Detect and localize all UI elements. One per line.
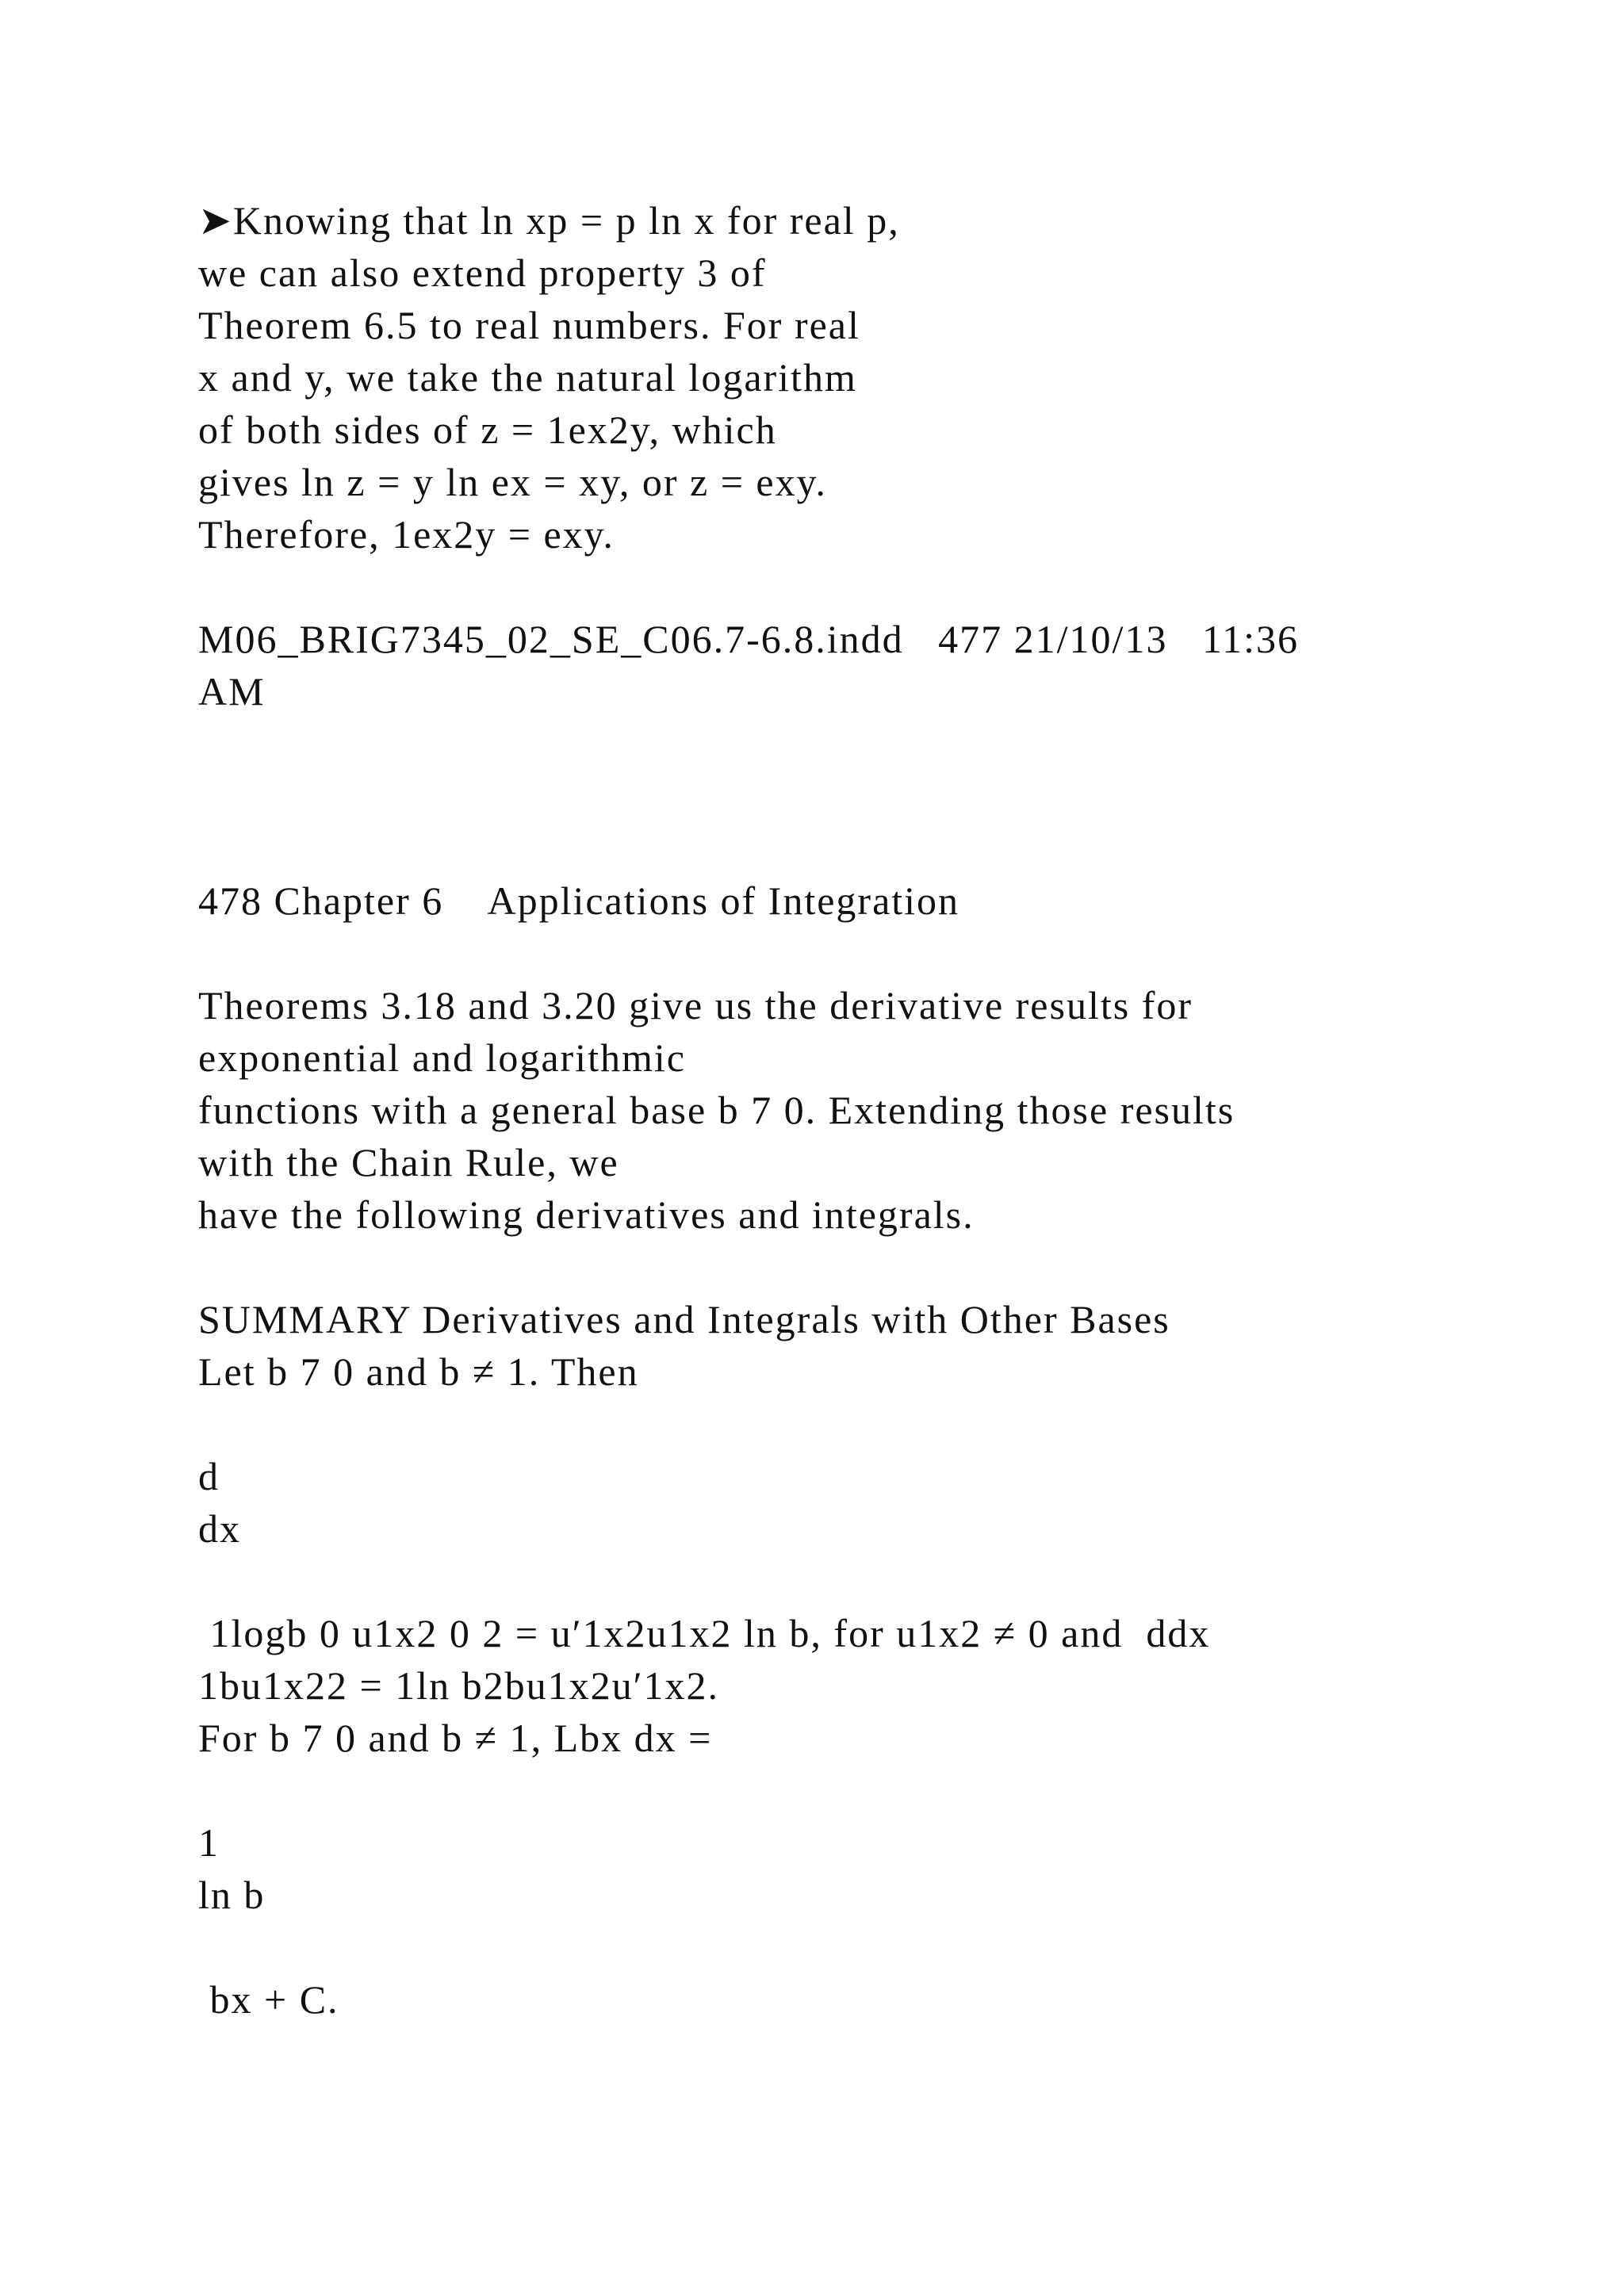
intro-line-4: x and y, we take the natural logarithm xyxy=(198,355,857,400)
file-slug-line-1: M06_BRIG7345_02_SE_C06.7-6.8.indd 477 21/10/13 11:36 xyxy=(198,617,1299,661)
intro-line-6: gives ln z = y ln ex = xy, or z = exy. xyxy=(198,460,827,504)
fraction-numerator: 1 xyxy=(198,1820,220,1865)
intro-line-7: Therefore, 1ex2y = exy. xyxy=(198,512,615,557)
summary-title: SUMMARY Derivatives and Integrals with Other Bases xyxy=(198,1297,1170,1341)
integral-result: bx + C. xyxy=(198,1977,339,2022)
body-line-2: exponential and logarithmic xyxy=(198,1035,686,1080)
derivative-formula-line-1: 1logb 0 u1x2 0 2 = u′1x2u1x2 ln b, for u1x2 ≠ 0 and ddx xyxy=(198,1611,1211,1655)
derivative-denominator: dx xyxy=(198,1506,241,1551)
intro-line-5: of both sides of z = 1ex2y, which xyxy=(198,408,777,452)
derivative-numerator: d xyxy=(198,1454,220,1498)
intro-line-1: ➤Knowing that ln xp = p ln x for real p, xyxy=(198,198,900,243)
body-line-4: with the Chain Rule, we xyxy=(198,1140,619,1184)
integral-intro: For b 7 0 and b ≠ 1, Lbx dx = xyxy=(198,1716,713,1760)
intro-line-2: we can also extend property 3 of xyxy=(198,251,767,295)
running-head: 478 Chapter 6 Applications of Integration xyxy=(198,878,960,923)
intro-line-3: Theorem 6.5 to real numbers. For real xyxy=(198,303,860,347)
summary-condition: Let b 7 0 and b ≠ 1. Then xyxy=(198,1349,639,1394)
body-line-3: functions with a general base b 7 0. Extending those results xyxy=(198,1088,1235,1132)
fraction-denominator: ln b xyxy=(198,1873,266,1917)
body-line-5: have the following derivatives and integrals. xyxy=(198,1192,975,1237)
body-line-1: Theorems 3.18 and 3.20 give us the derivative results for xyxy=(198,983,1193,1027)
derivative-formula-line-2: 1bu1x22 = 1ln b2bu1x2u′1x2. xyxy=(198,1663,720,1708)
file-slug-line-2: AM xyxy=(198,669,266,714)
